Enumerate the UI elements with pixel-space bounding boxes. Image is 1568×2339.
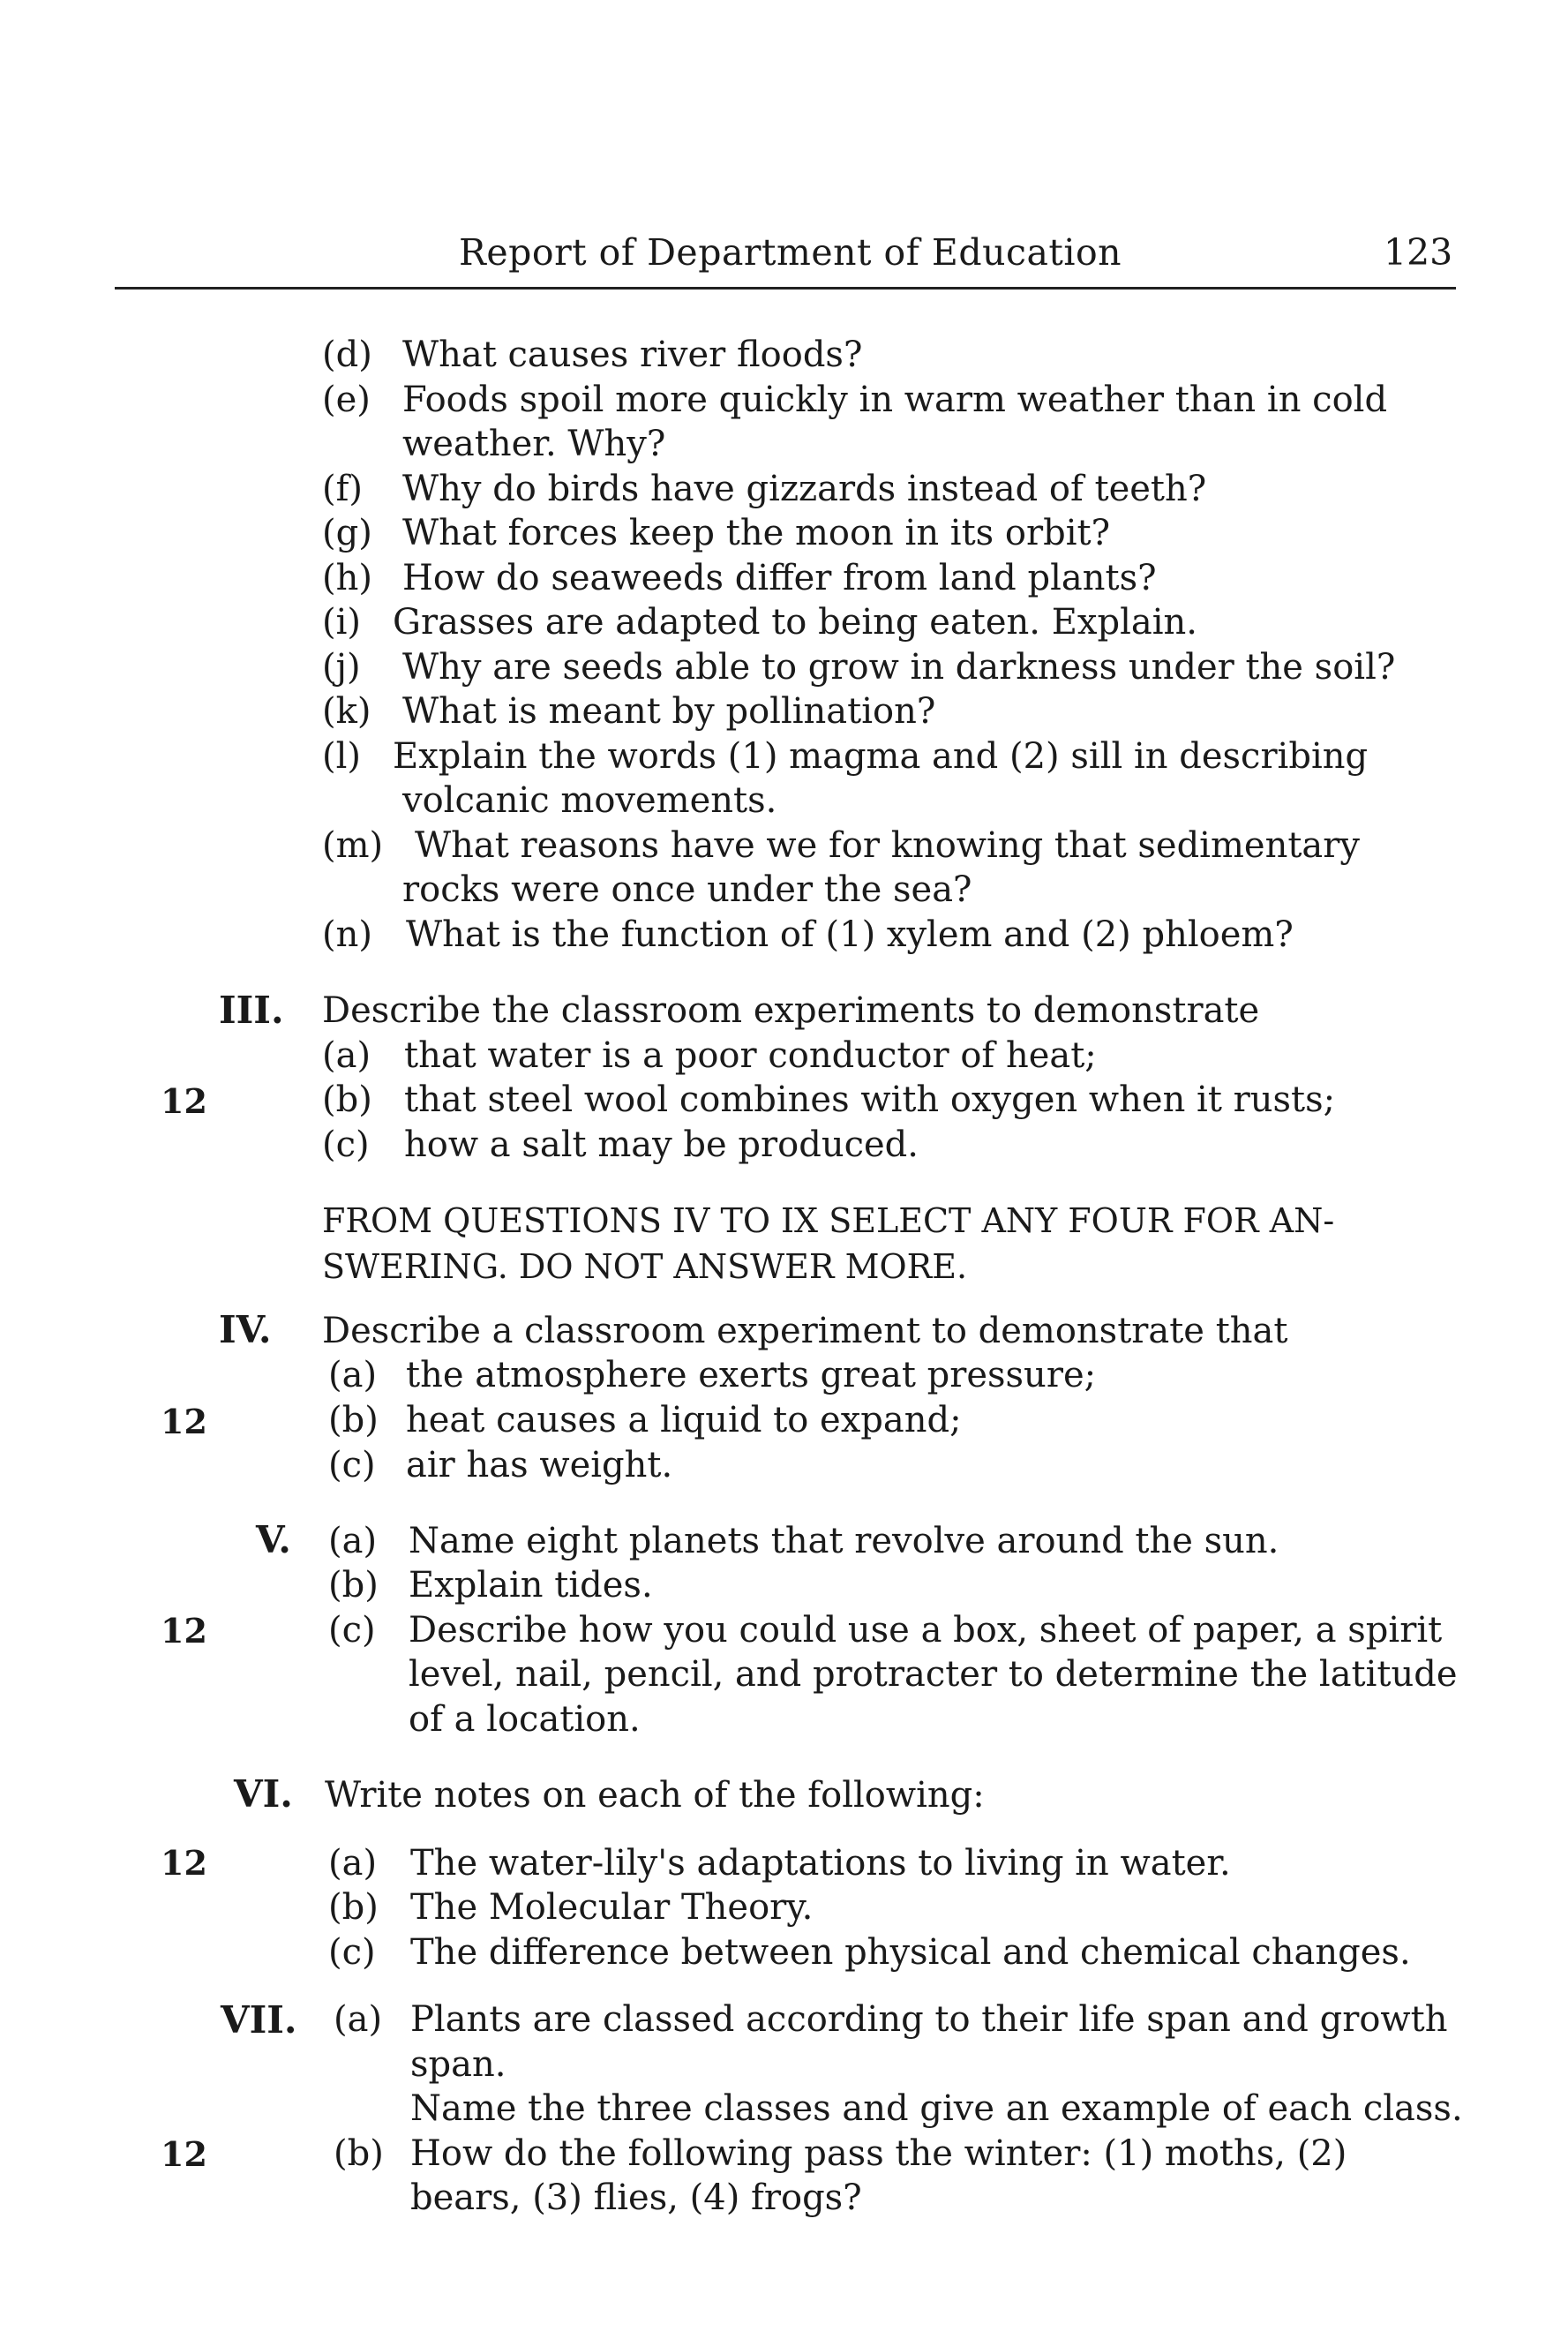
item-label: (i) <box>322 602 362 643</box>
item-text: What is meant by pollination? <box>402 691 936 732</box>
item-text: Foods spoil more quickly in warm weather than in cold <box>402 380 1388 420</box>
item-text: rocks were once under the sea? <box>402 869 972 910</box>
item-label: (n) <box>322 914 372 955</box>
item-label: (a) <box>328 1355 378 1395</box>
item-text: of a location. <box>409 1699 641 1740</box>
item-text: The Molecular Theory. <box>410 1887 814 1928</box>
item-text: Why are seeds able to grow in darkness under the soil? <box>402 647 1396 688</box>
page-number: 123 <box>1384 231 1453 274</box>
item-label: (a) <box>328 1521 378 1561</box>
marks-v: 12 <box>161 1611 207 1651</box>
item-label: (c) <box>328 1610 376 1651</box>
question-number-iv: IV. <box>219 1308 272 1351</box>
item-label: (l) <box>322 736 362 777</box>
item-label: (j) <box>322 647 361 688</box>
item-text: that steel wool combines with oxygen when it rusts; <box>404 1079 1336 1120</box>
item-text: the atmosphere exerts great pressure; <box>406 1355 1097 1395</box>
question-text: Write notes on each of the following: <box>325 1775 985 1816</box>
item-label: (b) <box>322 1079 372 1120</box>
item-text: The difference between physical and chemical changes. <box>410 1932 1411 1973</box>
item-label: (g) <box>322 513 372 553</box>
question-number-vii: VII. <box>221 1998 297 2042</box>
question-text: Describe a classroom experiment to demonstrate that <box>322 1311 1288 1351</box>
marks-iii: 12 <box>161 1081 207 1121</box>
item-text: How do seaweeds differ from land plants? <box>402 558 1157 598</box>
item-text: Why do birds have gizzards instead of teeth? <box>402 469 1207 509</box>
item-text: The water-lily's adaptations to living in water. <box>410 1843 1231 1884</box>
item-text: that water is a poor conductor of heat; <box>404 1035 1097 1076</box>
item-text: Describe how you could use a box, sheet of paper, a spirit <box>409 1610 1443 1651</box>
item-text: What reasons have we for knowing that sedimentary <box>415 825 1360 866</box>
item-label: (b) <box>334 2133 384 2174</box>
item-text: bears, (3) flies, (4) frogs? <box>410 2177 862 2218</box>
item-text: air has weight. <box>406 1445 673 1485</box>
question-number-v: V. <box>256 1518 291 1561</box>
item-text: weather. Why? <box>402 424 666 464</box>
item-text: Name eight planets that revolve around the sun. <box>409 1521 1279 1561</box>
item-label: (b) <box>328 1400 379 1440</box>
marks-iv: 12 <box>161 1402 207 1441</box>
item-text: Plants are classed according to their life span and growth <box>410 1999 1448 2040</box>
item-text: how a salt may be produced. <box>404 1124 919 1165</box>
item-label: (a) <box>334 1999 383 2040</box>
item-text: What is the function of (1) xylem and (2) phloem? <box>406 914 1294 955</box>
item-text: What forces keep the moon in its orbit? <box>402 513 1111 553</box>
question-text: Describe the classroom experiments to demonstrate <box>322 990 1260 1031</box>
item-label: (c) <box>328 1445 376 1485</box>
item-label: (a) <box>322 1035 371 1076</box>
item-text: Name the three classes and give an example of each class. <box>410 2088 1463 2129</box>
item-text: How do the following pass the winter: (1) moths, (2) <box>410 2133 1347 2174</box>
item-label: (d) <box>322 335 372 375</box>
item-text: Grasses are adapted to being eaten. Explain. <box>393 602 1197 643</box>
running-header: Report of Department of Education <box>459 231 1122 274</box>
marks-vii: 12 <box>161 2134 207 2174</box>
item-label: (k) <box>322 691 371 732</box>
item-text: heat causes a liquid to expand; <box>406 1400 962 1440</box>
item-label: (e) <box>322 380 371 420</box>
item-text: Explain the words (1) magma and (2) sill in describing <box>393 736 1369 777</box>
header-rule <box>115 287 1456 290</box>
item-text: span. <box>410 2044 506 2085</box>
item-label: (b) <box>328 1565 379 1606</box>
item-text: What causes river floods? <box>402 335 863 375</box>
marks-vi: 12 <box>161 1843 207 1883</box>
item-label: (c) <box>328 1932 376 1973</box>
item-text: level, nail, pencil, and protracter to determine the latitude <box>409 1654 1458 1695</box>
item-label: (a) <box>328 1843 378 1884</box>
instruction-line-1: FROM QUESTIONS IV TO IX SELECT ANY FOUR FOR AN- <box>322 1201 1335 1240</box>
item-text: volcanic movements. <box>402 780 777 821</box>
question-number-vi: VI. <box>234 1772 293 1816</box>
item-label: (m) <box>322 825 384 866</box>
question-number-iii: III. <box>219 989 284 1032</box>
item-label: (f) <box>322 469 364 509</box>
item-text: Explain tides. <box>409 1565 653 1606</box>
item-label: (c) <box>322 1124 370 1165</box>
item-label: (b) <box>328 1887 379 1928</box>
item-label: (h) <box>322 558 372 598</box>
instruction-line-2: SWERING. DO NOT ANSWER MORE. <box>322 1247 968 1286</box>
